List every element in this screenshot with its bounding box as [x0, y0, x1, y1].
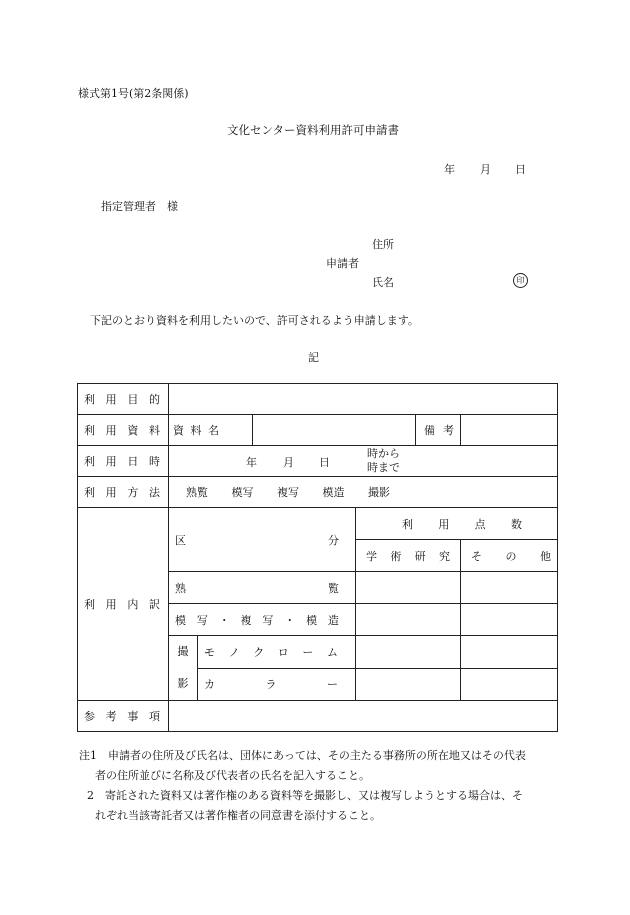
footnotes — [79, 746, 563, 826]
breakdown-label-char-2: 用 — [105, 598, 117, 611]
applicant-address-label: 住所 — [372, 238, 394, 251]
breakdown-label-char-3: 内 — [127, 598, 139, 611]
note-1-line-1: 注1 申請者の住所及び氏名は、団体にあっては、その主たる事務所の所在地又はその代表 — [79, 749, 526, 762]
material-label-char-2: 用 — [105, 424, 117, 437]
notes-row — [78, 701, 558, 732]
breakdown-label-char-4: 訳 — [148, 598, 160, 611]
color-char-3: ー — [327, 678, 338, 692]
material-name-char-1: 資 — [173, 424, 184, 437]
purpose-label-char-1: 利 — [84, 393, 95, 406]
document-title: 文化センター資料利用許可申請書 — [227, 123, 400, 137]
dt-year-label: 年 — [246, 456, 257, 469]
copy-char-4: 複 — [240, 613, 252, 627]
remarks-char-1: 備 — [424, 424, 435, 437]
material-row — [78, 415, 558, 446]
photo-label-cell — [169, 636, 198, 701]
material-name-char-2: 料 — [190, 424, 202, 437]
note-2-line-1: 2 寄託された資料又は著作権のある資料等を撮影し、又は複写しようとする場合は、そ — [87, 789, 523, 802]
jukuran-academic-input[interactable] — [356, 572, 461, 604]
mono-char-4: ロ — [277, 645, 289, 659]
jukuran-label — [175, 580, 339, 596]
method-options-cell — [169, 477, 558, 508]
copy-char-6: ・ — [284, 613, 296, 627]
method-label — [84, 484, 160, 500]
addressee: 指定管理者 様 — [101, 200, 178, 213]
material-name-label — [173, 422, 219, 438]
jukuran-label-cell — [169, 572, 356, 604]
purpose-label-char-4: 的 — [148, 393, 160, 406]
date-year-label: 年 — [444, 163, 455, 176]
method-option-jukuran[interactable]: 熟覧 — [186, 486, 208, 499]
academic-char-1: 学 — [366, 549, 377, 563]
datetime-input[interactable] — [169, 446, 558, 477]
count-char-3: 点 — [474, 517, 486, 531]
purpose-row — [78, 384, 558, 415]
mono-char-2: ノ — [228, 645, 240, 659]
mono-label — [204, 644, 338, 660]
copy-char-2: 写 — [196, 613, 208, 627]
academic-header-cell — [356, 540, 461, 572]
color-other-input[interactable] — [461, 668, 558, 701]
dt-day-label: 日 — [319, 456, 330, 469]
notes-label-char-1: 参 — [84, 710, 95, 723]
dt-from-label: 時から — [367, 447, 400, 460]
datetime-label-char-1: 利 — [84, 455, 95, 468]
copy-label — [175, 612, 339, 628]
breakdown-label — [84, 596, 160, 612]
note-2-line-2: れぞれ当該寄託者又は著作権者の同意書を添付すること。 — [95, 809, 381, 822]
academic-header — [366, 548, 450, 564]
datetime-row — [78, 446, 558, 477]
notes-label-char-3: 事 — [127, 710, 139, 723]
mono-char-1: モ — [204, 645, 215, 659]
copy-academic-input[interactable] — [356, 604, 461, 636]
material-label-cell — [78, 415, 169, 446]
method-option-mozo[interactable]: 模造 — [322, 486, 345, 499]
mono-char-5: ー — [302, 645, 314, 659]
remarks-input[interactable] — [461, 415, 558, 446]
copy-char-7: 模 — [306, 613, 318, 627]
other-char-2: の — [505, 549, 517, 563]
academic-char-3: 研 — [414, 549, 426, 563]
datetime-label — [84, 453, 160, 469]
category-header — [175, 532, 339, 548]
form-number: 様式第1号(第2条関係) — [78, 87, 189, 100]
count-header-cell — [356, 508, 558, 540]
method-label-char-1: 利 — [84, 486, 95, 499]
color-char-1: カ — [204, 678, 215, 692]
academic-char-4: 究 — [438, 549, 450, 563]
seal-icon — [513, 273, 528, 288]
copy-other-input[interactable] — [461, 604, 558, 636]
color-char-2: ラ — [265, 678, 277, 692]
breakdown-label-cell — [78, 508, 169, 701]
category-label-b: 分 — [328, 533, 339, 547]
date-month-label: 月 — [480, 163, 491, 176]
method-option-fukusha[interactable]: 複写 — [277, 486, 299, 499]
method-label-cell — [78, 477, 169, 508]
applicant-label: 申請者 — [326, 257, 359, 270]
method-label-char-3: 方 — [127, 486, 139, 499]
notes-label — [84, 708, 160, 724]
count-char-1: 利 — [402, 517, 413, 531]
datetime-label-char-4: 時 — [148, 455, 160, 468]
category-label-a: 区 — [175, 533, 186, 547]
mono-char-3: ク — [253, 645, 265, 659]
applicant-name-label: 氏名 — [372, 276, 394, 289]
seal-mark: 印 — [513, 273, 528, 288]
remarks-char-2: 考 — [443, 424, 454, 437]
method-option-satsuei[interactable]: 撮影 — [368, 486, 390, 499]
photo-label-a: 撮 — [177, 645, 189, 658]
material-name-label-cell — [169, 415, 253, 446]
mono-other-input[interactable] — [461, 636, 558, 669]
purpose-label-cell — [78, 384, 169, 415]
remarks-label-cell — [416, 415, 461, 446]
breakdown-label-char-1: 利 — [84, 598, 95, 611]
notes-label-char-4: 項 — [148, 710, 160, 723]
purpose-label-char-3: 目 — [127, 393, 139, 406]
dt-to-label: 時まで — [367, 461, 400, 474]
material-label — [84, 422, 160, 438]
copy-char-1: 模 — [175, 613, 186, 627]
color-label-cell — [198, 668, 356, 701]
notes-label-cell — [78, 701, 169, 732]
count-header — [402, 516, 522, 532]
material-label-char-1: 利 — [84, 424, 95, 437]
other-char-1: そ — [471, 549, 482, 563]
ki-label: 記 — [308, 351, 319, 364]
material-name-input[interactable] — [253, 415, 416, 446]
remarks-label — [424, 422, 454, 438]
copy-char-8: 造 — [327, 613, 339, 627]
color-academic-input[interactable] — [356, 668, 461, 701]
count-char-2: 用 — [438, 517, 450, 531]
jukuran-other-input[interactable] — [461, 572, 558, 604]
purpose-label-char-2: 用 — [105, 393, 117, 406]
application-form-table — [77, 383, 558, 732]
copy-char-3: ・ — [218, 613, 230, 627]
dt-month-label: 月 — [283, 456, 294, 469]
jukuran-char-1: 熟 — [175, 581, 186, 595]
material-label-char-4: 料 — [148, 424, 160, 437]
datetime-label-char-3: 日 — [127, 455, 139, 468]
other-header-cell — [461, 540, 558, 572]
mono-academic-input[interactable] — [356, 636, 461, 669]
photo-label-b: 影 — [177, 677, 189, 690]
mono-char-6: ム — [326, 645, 338, 659]
color-label — [204, 676, 338, 692]
date-day-label: 日 — [515, 163, 526, 176]
method-label-char-4: 法 — [148, 486, 160, 499]
notes-label-char-2: 考 — [105, 710, 117, 723]
purpose-input[interactable] — [169, 384, 558, 415]
material-name-char-3: 名 — [208, 424, 219, 437]
other-header — [471, 548, 551, 564]
purpose-label — [84, 391, 160, 407]
notes-input[interactable] — [169, 701, 558, 732]
copy-label-cell — [169, 604, 356, 636]
intro-text: 下記のとおり資料を利用したいので、許可されるよう申請します。 — [90, 314, 419, 327]
datetime-label-char-2: 用 — [105, 455, 117, 468]
method-label-char-2: 用 — [105, 486, 117, 499]
method-row — [78, 477, 558, 508]
datetime-label-cell — [78, 446, 169, 477]
copy-char-5: 写 — [262, 613, 274, 627]
academic-char-2: 術 — [390, 549, 402, 563]
count-char-4: 数 — [510, 517, 522, 531]
jukuran-char-2: 覧 — [328, 581, 339, 595]
breakdown-header-row-1 — [78, 508, 558, 540]
category-header-cell — [169, 508, 356, 572]
note-1-line-2: 者の住所並びに名称及び代表者の氏名を記入すること。 — [95, 769, 370, 782]
method-option-mosha[interactable]: 模写 — [231, 486, 254, 499]
material-label-char-3: 資 — [127, 424, 139, 437]
other-char-3: 他 — [540, 549, 551, 563]
mono-label-cell — [198, 636, 356, 669]
